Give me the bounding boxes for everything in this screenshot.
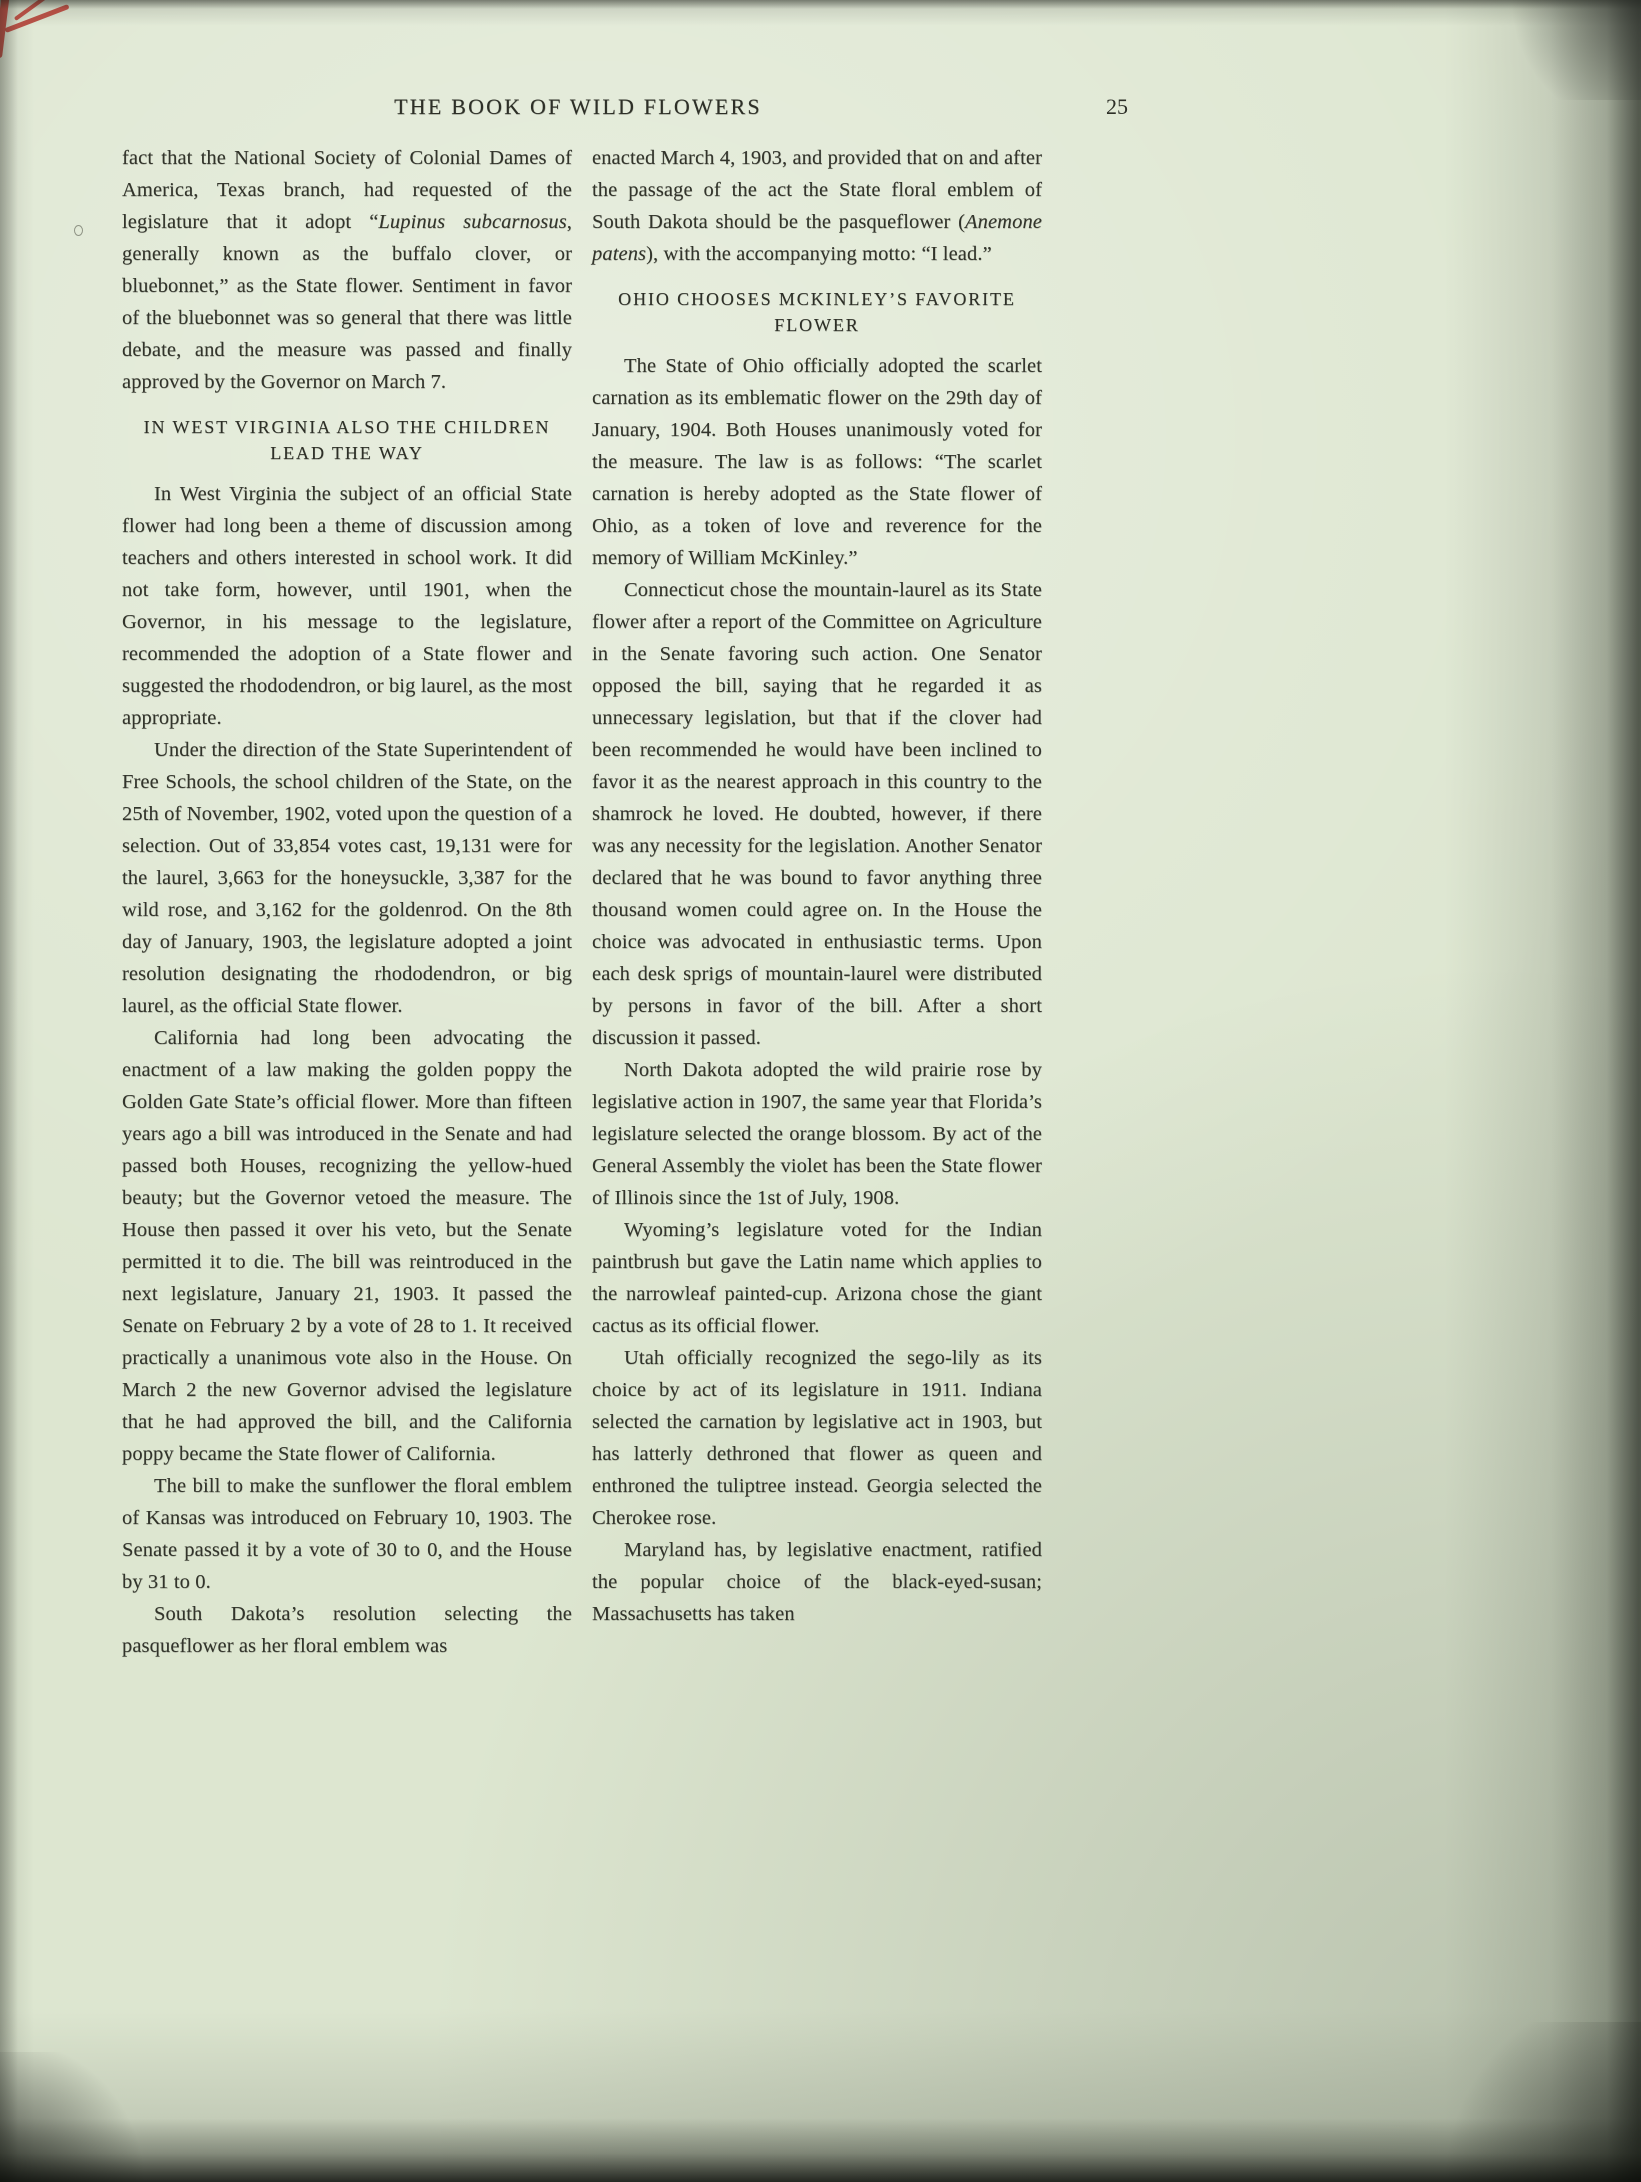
scan-shadow-corner-top-right <box>1491 0 1641 100</box>
paragraph: In West Virginia the subject of an official State flower had long been a theme of discussion among teachers and others interested in school work. It did not take form, however, until 1901, when the Governor, in his message to the legislature, recommended the adoption of a State flower and suggested the rhododendron, or big laurel, as the most appropriate. <box>122 483 572 729</box>
text-columns <box>122 142 1042 1662</box>
paragraph: Wyoming’s legislature voted for the Indian paintbrush but gave the Latin name which applies to the narrowleaf painted-cup. Arizona chose the giant cactus as its official flower. <box>592 1219 1042 1337</box>
scan-shadow-corner-bottom-left <box>0 2052 160 2182</box>
page-number: 25 <box>1106 94 1128 119</box>
scan-shadow-bottom <box>0 2118 1641 2182</box>
paragraph: South Dakota’s resolution selecting the pasqueflower as her floral emblem was <box>122 1603 572 1657</box>
page-header <box>122 94 1034 120</box>
paragraph: fact that the National Society of Colonial Dames of America, Texas branch, had requested of the legislature that it adopt “Lupinus subcarnosus, generally known as the buffalo clover, or bluebonnet,” as the State flower. Sentiment in favor of the bluebonnet was so general that there was little debate, and the measure was passed and finally approved by the Governor on March 7. <box>122 147 573 393</box>
paragraph: Maryland has, by legislative enactment, ratified the popular choice of the black-eyed-susan; Massachusetts has taken <box>592 1539 1042 1625</box>
scan-shadow-top <box>0 0 1641 9</box>
paragraph: The bill to make the sunflower the floral emblem of Kansas was introduced on February 10, 1903. The Senate passed it by a vote of 30 to 0, and the House by 31 to 0. <box>122 1475 572 1593</box>
paragraph: North Dakota adopted the wild prairie rose by legislative action in 1907, the same year that Florida’s legislature selected the orange blossom. By act of the General Assembly the violet has been the State flower of Illinois since the 1st of July, 1908. <box>592 1059 1042 1209</box>
red-pen-mark <box>14 0 50 21</box>
section-heading: IN WEST VIRGINIA ALSO THE CHILDREN LEAD THE WAY <box>143 417 551 463</box>
red-pen-mark <box>0 0 10 58</box>
paragraph: Under the direction of the State Superintendent of Free Schools, the school children of the State, on the 25th of November, 1902, voted upon the question of a selection. Out of 33,854 votes cast, 19,131 were for the laurel, 3,663 for the honeysuckle, 3,387 for the wild rose, and 3,162 for the goldenrod. On the 8th day of January, 1903, the legislature adopted a joint resolution designating the rhododendron, or big laurel, as the official State flower. <box>122 739 572 1017</box>
running-title: THE BOOK OF WILD FLOWERS <box>394 94 762 119</box>
section-heading: OHIO CHOOSES MCKINLEY’S FAVORITE FLOWER <box>618 289 1016 335</box>
print-speck <box>74 225 83 236</box>
red-pen-mark <box>4 4 69 33</box>
paragraph: California had long been advocating the enactment of a law making the golden poppy the Golden Gate State’s official flower. More than fifteen years ago a bill was introduced in the Senate and had passed both Houses, recognizing the yellow-hued beauty; but the Governor vetoed the measure. The House then passed it over his veto, but the Senate permitted it to die. The bill was reintroduced in the next legislature, January 21, 1903. It passed the Senate on February 2 by a vote of 28 to 1. It received practically a unanimous vote also in the House. On March 2 the new Governor advised the legislature that he had approved the bill, and the California poppy became the State flower of California. <box>122 1027 572 1465</box>
scan-shadow-right <box>1551 0 1641 2182</box>
left-column <box>122 142 572 1662</box>
right-column <box>592 142 1042 1662</box>
scan-shadow-corner-bottom-right <box>1421 2022 1641 2182</box>
paragraph: The State of Ohio officially adopted the scarlet carnation as its emblematic flower on the 29th day of January, 1904. Both Houses unanimously voted for the measure. The law is as follows: “The scarlet carnation is hereby adopted as the State flower of Ohio, as a token of love and reverence for the memory of William McKinley.” <box>592 355 1042 569</box>
paragraph: Utah officially recognized the sego-lily as its choice by act of its legislature in 1911. Indiana selected the carnation by legislative act in 1903, but has latterly dethroned that flower as queen and enthroned the tuliptree instead. Georgia selected the Cherokee rose. <box>592 1347 1042 1529</box>
scan-shadow-left <box>0 0 18 2182</box>
paragraph: enacted March 4, 1903, and provided that on and after the passage of the act the State floral emblem of South Dakota should be the pasqueflower (Anemone patens), with the accompanying motto: “I lead.” <box>592 147 1042 265</box>
paragraph: Connecticut chose the mountain-laurel as its State flower after a report of the Committee on Agriculture in the Senate favoring such action. One Senator opposed the bill, saying that he regarded it as unnecessary legislation, but that if the clover had been recommended he would have been inclined to favor it as the nearest approach in this country to the shamrock he loved. He doubted, however, if there was any necessity for the legislation. Another Senator declared that he was bound to favor anything three thousand women could agree on. In the House the choice was advocated in enthusiastic terms. Upon each desk sprigs of mountain-laurel were distributed by persons in favor of the bill. After a short discussion it passed. <box>592 579 1042 1049</box>
